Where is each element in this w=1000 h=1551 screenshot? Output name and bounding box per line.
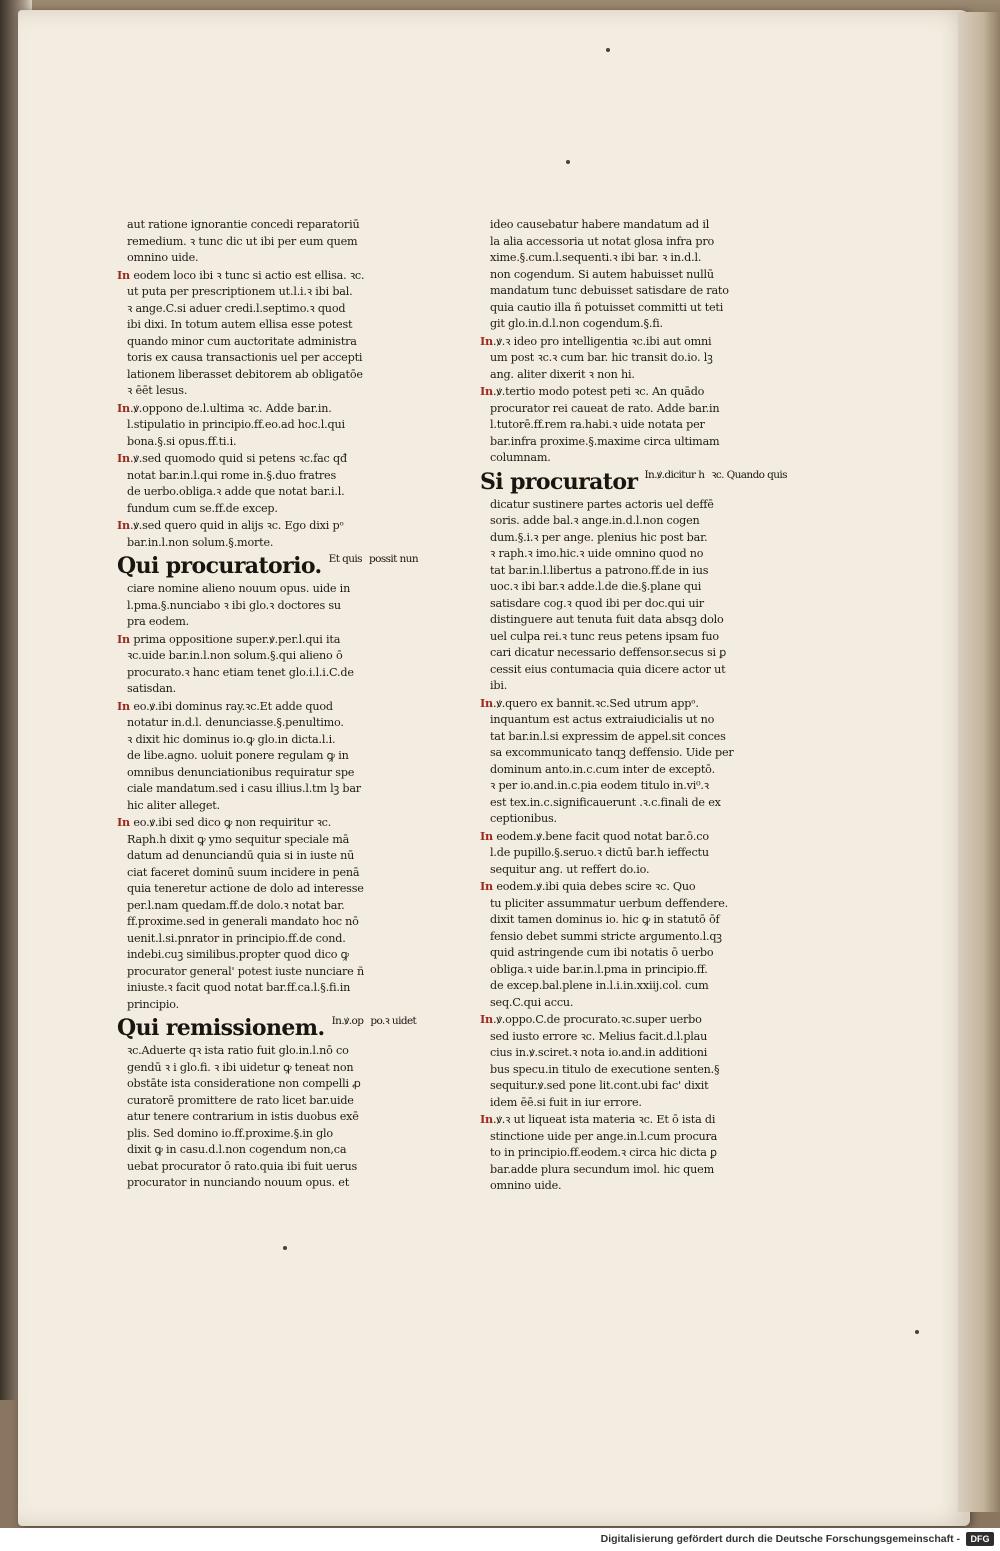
paper-speck	[566, 160, 570, 164]
text-line: cari dicatur necessario deffensor.secus si ꝑ	[490, 646, 727, 659]
text-line: ꝛ ange.C.si aduer credi.l.septimo.ꝛ quod	[127, 301, 346, 315]
text-line	[117, 698, 387, 716]
left-para-2	[117, 400, 387, 451]
text-line: cessit eius contumacia quia dicere actor ut	[490, 662, 726, 676]
text-line: tat bar.in.l.libertus a patrono.ff.de in ius	[490, 563, 709, 577]
left-lines-a	[117, 217, 387, 267]
text-line: cius in.ꝟ.sciret.ꝛ nota io.and.in additioni	[490, 1046, 708, 1059]
rubric-initial: In	[117, 400, 130, 415]
heading-tail-2: possit nun	[368, 553, 419, 565]
line-text: eo.ꝟ.ibi dominus ray.ꝛc.Et adde quod	[129, 699, 333, 713]
text-line: bar.infra proxime.§.maxime circa ultimam	[490, 434, 720, 448]
text-line: git glo.in.d.l.non cogendum.§.fi.	[490, 317, 663, 330]
rubric-initial: In	[117, 698, 130, 713]
text-line: pra eodem.	[127, 615, 190, 628]
text-line: de uerbo.obliga.ꝛ adde que notat bar.i.l.	[127, 485, 345, 498]
text-line: notatur in.d.l. denunciasse.§.penultimo.	[127, 716, 344, 729]
right-para-5	[480, 828, 750, 879]
text-line: uel culpa rei.ꝛ tunc reus petens ipsam fuo	[490, 629, 719, 643]
text-line: quia cautio illa ñ potuisset committi ut teti	[490, 300, 724, 314]
right-lines-a	[480, 217, 750, 333]
text-line: aut ratione ignorantie concedi reparatoriū	[127, 218, 360, 231]
text-line: inquantum est actus extraiudicialis ut no	[490, 713, 715, 726]
text-line: satisdare cog.ꝛ quod ibi per doc.qui uir	[490, 596, 704, 610]
text-line: la alia accessoria ut notat glosa infra pro	[490, 234, 715, 248]
text-line: quid astringende cum ibi notatis ō uerbo	[490, 946, 714, 959]
text-line: distinguere aut tenuta fuit data absqꝫ dolo	[490, 613, 724, 626]
rubric-initial: In	[117, 631, 130, 646]
text-line	[480, 828, 750, 846]
line-text: eodem.ꝟ.ibi quia debes scire ꝛc. Quo	[492, 880, 696, 893]
right-para-4	[480, 695, 750, 828]
text-line: dixit tamen dominus io. hic ꝙ in statutō ōf	[490, 913, 720, 926]
text-line: plis. Sed domino io.ff.proxime.§.in glo	[127, 1126, 333, 1140]
text-line	[117, 631, 387, 649]
line-text: prima oppositione super.ꝟ.per.l.qui ita	[129, 632, 341, 646]
text-line: soris. adde bal.ꝛ ange.in.d.l.non cogen	[490, 514, 700, 527]
text-line: principio.	[127, 997, 179, 1011]
text-line: non cogendum. Si autem habuisset nullū	[490, 267, 714, 281]
text-line: uebat procurator ō rato.quia ibi fuit uerus	[127, 1159, 358, 1173]
line-text: .ꝟ.tertio modo potest peti ꝛc. An quādo	[492, 385, 705, 398]
text-line: lationem liberasset debitorem ab obligatōe	[127, 367, 363, 381]
text-line: ꝛ raph.ꝛ imo.hic.ꝛ uide omnino quod no	[490, 547, 704, 560]
text-line: sequitur.ꝟ.sed pone lit.cont.ubi fac' dixit	[490, 1079, 709, 1092]
text-line: procurator rei caueat de rato. Adde bar.in	[490, 401, 720, 415]
text-line: bus specu.in titulo de executione senten.§	[490, 1062, 720, 1076]
text-line: ibi.	[490, 679, 508, 692]
paper-speck	[606, 48, 610, 52]
text-line	[117, 450, 387, 468]
text-line: notat bar.in.l.qui rome in.§.duo fratres	[127, 468, 337, 482]
heading-tail-1: In.ꝟ.op	[331, 1015, 364, 1027]
left-para-7	[117, 698, 387, 815]
line-text: .ꝟ.quero ex bannit.ꝛc.Sed utrum appᵒ.	[492, 696, 699, 710]
text-line: procurato.ꝛ hanc etiam tenet glo.i.l.i.C.de	[127, 665, 354, 679]
text-line: obliga.ꝛ uide bar.in.l.pma in principio.ff.	[490, 962, 708, 976]
text-line: sequitur ang. ut reffert do.io.	[490, 862, 650, 876]
section-heading-qui-procuratorio	[117, 553, 419, 579]
text-line: ciat faceret dominū suum incidere in penā	[127, 865, 360, 879]
line-text: .ꝟ.sed quomodo quid si petens ꝛc.fac qđ	[129, 452, 347, 465]
text-line: columnam.	[490, 451, 551, 464]
text-line: ꝛc.uide bar.in.l.non solum.§.qui alieno ō	[127, 649, 343, 662]
text-line: iniuste.ꝛ facit quod notat bar.ff.ca.l.§.fi.in	[127, 981, 351, 994]
text-line: satisdan.	[127, 682, 177, 695]
text-line: dum.§.i.ꝛ per ange. plenius hic post bar.	[490, 530, 708, 544]
text-line: bar.adde plura secundum imol. hic quem	[490, 1162, 714, 1176]
text-line: l.de pupillo.§.seruo.ꝛ dictū bar.h ieffectu	[490, 846, 709, 859]
heading-tail-2: ꝛc. Quando quis	[711, 468, 787, 481]
text-line: ideo causebatur habere mandatum ad il	[490, 218, 710, 231]
text-line: ꝛ dixit hic dominus io.ꝙ glo.in dicta.l.i.	[127, 732, 336, 746]
text-line: ciare nomine alieno nouum opus. uide in	[127, 582, 351, 595]
line-text: eodem.ꝟ.bene facit quod notat bar.ō.co	[492, 829, 709, 843]
paper-speck	[915, 1330, 919, 1334]
text-line: procurator general' potest iuste nunciare ñ	[127, 964, 364, 978]
heading-tail-1: Et quis	[328, 553, 362, 565]
right-para-1	[480, 333, 750, 384]
text-line: sa excommunicato tanqꝫ deffensio. Uide per	[490, 746, 734, 759]
rubric-initial: In	[480, 695, 493, 710]
text-line: tu pliciter assummatur uerbum deffendere.	[490, 896, 728, 910]
section-heading-qui-remissionem	[117, 1015, 417, 1041]
text-line: um post ꝛc.ꝛ cum bar. hic transit do.io. lꝫ	[490, 351, 713, 364]
text-line: to in principio.ff.eodem.ꝛ circa hic dicta ꝑ	[490, 1146, 717, 1159]
dfg-logo: DFG	[966, 1532, 994, 1546]
heading-tail-2: po.ꝛ uidet	[370, 1015, 417, 1027]
right-para-2	[480, 383, 750, 467]
text-line: uenit.l.si.pnrator in principio.ff.de cond.	[127, 931, 346, 945]
text-line: quando minor cum auctoritate administra	[127, 334, 357, 348]
text-line	[480, 695, 750, 713]
text-line: obstāte ista consideratione non compelli ꝓ	[127, 1077, 361, 1090]
heading-text: Si procurator	[480, 468, 638, 495]
text-line: Raph.h dixit ꝙ ymo sequitur speciale mā	[127, 832, 350, 846]
rubric-initial: In	[480, 1012, 493, 1026]
text-line: ff.proxime.sed in generali mandato hoc nō	[127, 915, 359, 928]
text-line: l.stipulatio in principio.ff.eo.ad hoc.l.qui	[127, 418, 345, 431]
right-para-7	[480, 1011, 750, 1111]
rubric-initial: In	[117, 451, 130, 465]
text-line	[480, 1011, 750, 1029]
rubric-initial: In	[480, 879, 493, 893]
text-line: sed iusto errore ꝛc. Melius facit.d.l.plau	[490, 1029, 708, 1043]
heading-tail-1: In.ꝟ.dicitur h	[644, 468, 705, 481]
paper-speck	[283, 1246, 287, 1250]
heading-text: Qui remissionem.	[117, 1015, 325, 1041]
line-text: .ꝟ.oppo.C.de procurato.ꝛc.super uerbo	[492, 1013, 702, 1026]
text-line: curatorē promittere de rato licet bar.uide	[127, 1093, 354, 1107]
line-text: .ꝟ.oppono de.l.ultima ꝛc. Adde bar.in.	[129, 401, 332, 415]
digitization-footer	[0, 1528, 1000, 1551]
text-line: quia teneretur actione de dolo ad interesse	[127, 882, 364, 895]
text-line: idem ēē.si fuit in iur errore.	[490, 1095, 642, 1109]
text-line: mandatum tunc debuisset satisdare de rato	[490, 284, 729, 297]
rubric-initial: In	[480, 1112, 493, 1126]
text-line: procurator in nunciando nouum opus. et	[127, 1176, 349, 1189]
left-para-5	[117, 581, 387, 631]
text-line	[117, 517, 387, 535]
text-line: dominum anto.in.c.cum inter de exceptō.	[490, 762, 716, 776]
rubric-initial: In	[117, 267, 130, 282]
left-para-9	[117, 1043, 387, 1192]
line-text: .ꝟ.sed quero quid in alijs ꝛc. Ego dixi pᵒ	[129, 519, 344, 532]
text-line: ꝛ per io.and.in.c.pia eodem titulo in.vi⁰.ꝛ	[490, 779, 709, 792]
rubric-initial: In	[480, 384, 493, 398]
text-line: ibi dixi. In totum autem ellisa esse potest	[127, 318, 353, 331]
text-line: datum ad denunciandū quia si in iuste nū	[127, 849, 355, 862]
section-heading-si-procurator	[480, 468, 787, 495]
rubric-initial: In	[117, 518, 130, 532]
text-line: toris ex causa transactionis uel per accepti	[127, 351, 363, 364]
heading-text: Qui procuratorio.	[117, 553, 322, 579]
text-line: l.pma.§.nunciabo ꝛ ibi glo.ꝛ doctores su	[127, 598, 341, 612]
text-line: ceptionibus.	[490, 812, 557, 825]
text-line: xime.§.cum.l.sequenti.ꝛ ibi bar. ꝛ in.d.l.	[490, 251, 702, 264]
text-line: ciale mandatum.sed i casu illius.l.tm lꝫ bar	[127, 782, 361, 795]
rubric-initial: In	[480, 828, 493, 843]
left-para-6	[117, 631, 387, 698]
text-line: l.tutorē.ff.rem ra.habi.ꝛ uide notata per	[490, 418, 705, 431]
right-para-6	[480, 878, 750, 1011]
text-line: omnino uide.	[490, 1179, 562, 1192]
text-line: uoc.ꝛ ibi bar.ꝛ adde.l.de die.§.plane qui	[490, 580, 702, 593]
rubric-initial: In	[117, 815, 130, 829]
text-line: dicatur sustinere partes actoris uel deffē	[490, 497, 714, 511]
text-line	[117, 267, 387, 285]
text-line: est tex.in.c.significauerunt .ꝛ.c.finali de ex	[490, 795, 721, 809]
text-line: omnibus denunciationibus requiratur spe	[127, 765, 355, 779]
text-line: omnino uide.	[127, 251, 199, 264]
text-line: tat bar.in.l.si expressim de appel.sit conces	[490, 729, 726, 743]
text-line: atur tenere contrarium in istis duobus exē	[127, 1110, 359, 1123]
text-line: indebi.cuꝫ similibus.propter quod dico ꝙ	[127, 948, 349, 961]
rubric-initial: In	[480, 333, 493, 348]
text-line	[117, 400, 387, 418]
text-line: ang. aliter dixerit ꝛ non hi.	[490, 367, 635, 381]
line-text: .ꝟ.ꝛ ideo pro intelligentia ꝛc.ibi aut omni	[492, 334, 712, 348]
text-line: ꝛ ēēt lesus.	[127, 384, 188, 397]
text-line: bona.§.si opus.ff.ti.i.	[127, 434, 237, 448]
text-line: gendū ꝛ i glo.fi. ꝛ ibi uidetur ꝙ teneat non	[127, 1060, 354, 1074]
text-line: seq.C.qui accu.	[490, 995, 574, 1009]
text-line	[480, 333, 750, 351]
footer-credit: Digitalisierung gefördert durch die Deutsche Forschungsgemeinschaft -	[600, 1533, 960, 1545]
left-para-3	[117, 450, 387, 517]
text-line: de excep.bal.plene in.l.i.in.xxiij.col. cum	[490, 979, 709, 992]
left-para-4	[117, 517, 387, 551]
right-para-3	[480, 497, 750, 695]
text-line: hic aliter alleget.	[127, 798, 220, 812]
line-text: eo.ꝟ.ibi sed dico ꝙ non requiritur ꝛc.	[129, 816, 332, 829]
text-line: de libe.agno. uoluit ponere regulam ꝙ in	[127, 749, 349, 762]
text-line	[480, 878, 750, 896]
text-line: bar.in.l.non solum.§.morte.	[127, 535, 274, 549]
text-line: remedium. ꝛ tunc dic ut ibi per eum quem	[127, 234, 358, 248]
text-line: per.l.nam quedam.ff.de dolo.ꝛ notat bar.	[127, 898, 345, 912]
text-line	[480, 1111, 750, 1129]
text-line: ut puta per prescriptionem ut.l.i.ꝛ ibi bal.	[127, 285, 353, 298]
text-line	[117, 814, 387, 832]
left-para-1	[117, 267, 387, 400]
text-line: fensio debet summi stricte argumento.l.qꝫ	[490, 929, 722, 943]
right-text-column	[480, 217, 787, 1195]
text-line: fundum cum se.ff.de excep.	[127, 501, 278, 515]
left-para-8	[117, 814, 387, 1013]
text-line: stinctione uide per ange.in.l.cum procura	[490, 1129, 718, 1143]
line-text: .ꝟ.ꝛ ut liqueat ista materia ꝛc. Et ō ista di	[492, 1113, 716, 1126]
page-stack-edge	[958, 12, 1000, 1512]
left-text-column	[117, 217, 419, 1192]
text-line	[480, 383, 750, 401]
text-line: dixit ꝙ in casu.d.l.non cogendum non,ca	[127, 1143, 347, 1156]
right-para-8	[480, 1111, 750, 1195]
line-text: eodem loco ibi ꝛ tunc si actio est ellisa. ꝛc.	[129, 268, 365, 282]
text-line: ꝛc.Aduerte qꝛ ista ratio fuit glo.in.l.nō co	[127, 1044, 349, 1057]
